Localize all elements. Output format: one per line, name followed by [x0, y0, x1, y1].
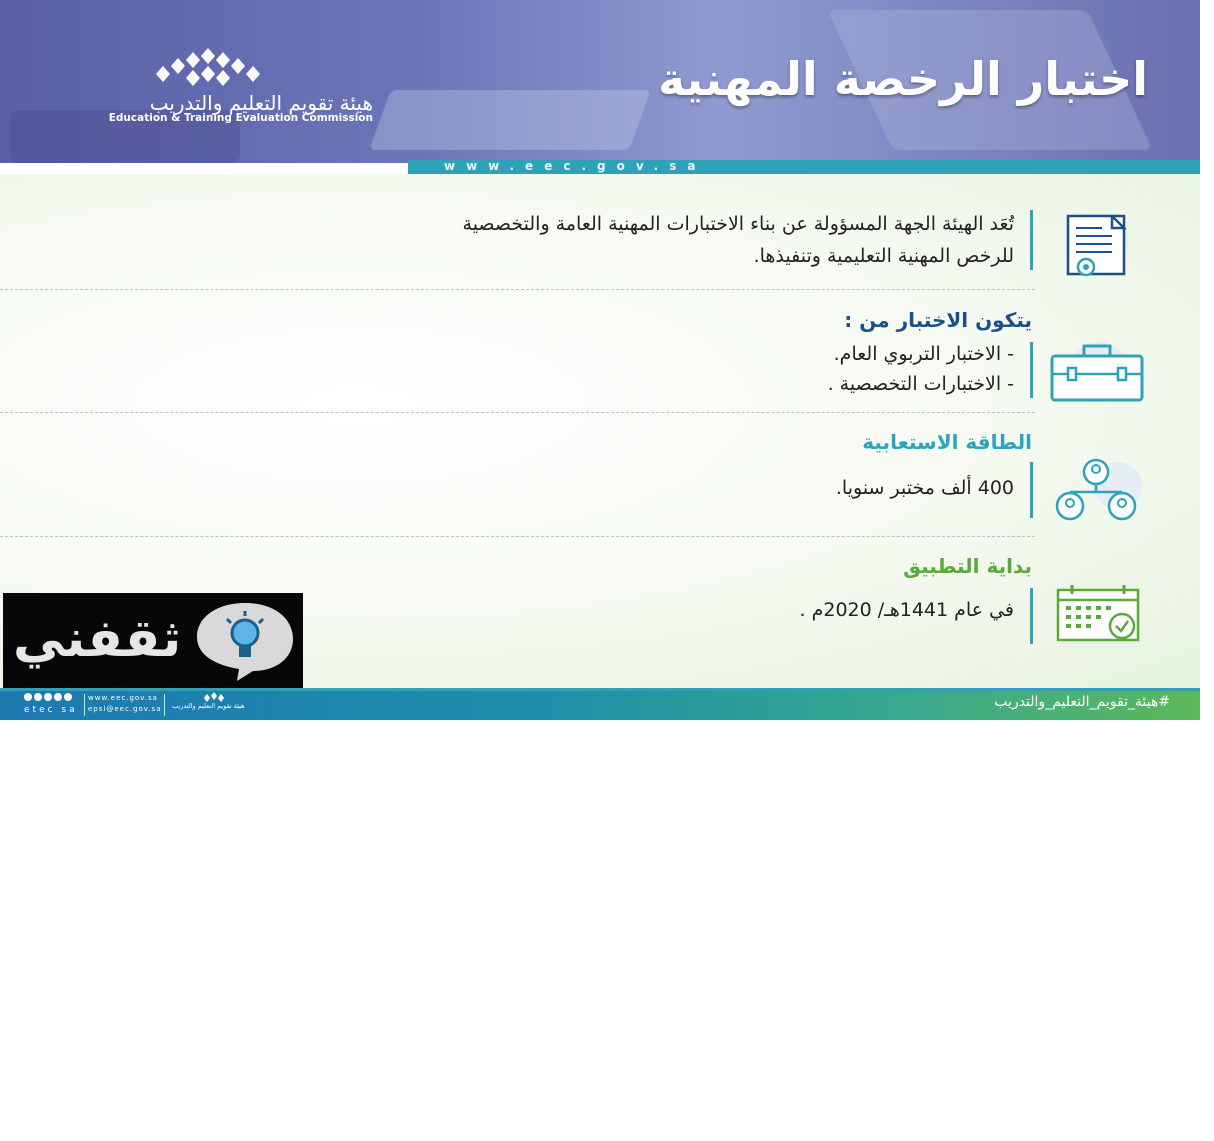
intro-line-1: تُعَد الهيئة الجهة المسؤولة عن بناء الاختبارات المهنية العامة والتخصصية — [462, 213, 1014, 235]
footer-email: epsl@eec.gov.sa — [88, 705, 162, 713]
facebook-icon — [34, 693, 42, 701]
briefcase-icon — [1048, 342, 1146, 404]
logo-arabic-name: هيئة تقويم التعليم والتدريب — [149, 91, 373, 115]
divider — [0, 536, 1035, 537]
composition-item-2: - الاختبارات التخصصية . — [827, 373, 1014, 395]
social-icons — [24, 693, 72, 701]
divider — [0, 289, 1035, 290]
intro-line-2: للرخص المهنية التعليمية وتنفيذها. — [753, 245, 1014, 267]
footer-contacts — [88, 693, 162, 715]
footer-logo-icon — [200, 692, 228, 702]
start-text: في عام 1441هـ/ 2020م . — [799, 599, 1014, 621]
lightbulb-icon — [193, 599, 297, 683]
start-heading: بداية التطبيق — [903, 554, 1032, 578]
youtube-icon — [54, 693, 62, 701]
people-network-icon — [1048, 458, 1146, 522]
url-bar — [408, 160, 1200, 174]
snapchat-icon — [64, 693, 72, 701]
calendar-check-icon — [1052, 584, 1144, 642]
intro-section — [0, 204, 1200, 274]
capacity-heading: الطاقة الاستعابية — [862, 430, 1032, 454]
twitter-icon — [24, 693, 32, 701]
composition-heading: يتكون الاختبار من : — [844, 308, 1032, 332]
watermark-text: ثقفني — [13, 609, 182, 669]
instagram-icon — [44, 693, 52, 701]
logo-mark-icon — [153, 46, 263, 90]
composition-section — [0, 304, 1200, 404]
website-url: www.eec.gov.sa — [444, 159, 707, 173]
composition-item-1: - الاختبار التربوي العام. — [833, 343, 1014, 365]
logo-english-name: Education & Training Evaluation Commission — [108, 112, 373, 124]
capacity-text: 400 ألف مختبر سنويا. — [835, 477, 1014, 499]
capacity-section — [0, 426, 1200, 526]
footer-bar — [0, 688, 1200, 720]
header-banner — [0, 0, 1200, 163]
commission-logo — [48, 46, 373, 126]
footer-website: www.eec.gov.sa — [88, 694, 158, 702]
social-handle: etec sa — [24, 705, 78, 715]
hashtag: #هيئة_تقويم_التعليم_والتدريب — [994, 694, 1170, 710]
footer-logo-text: هيئة تقويم التعليم والتدريب — [172, 702, 245, 710]
page-title: اختبار الرخصة المهنية — [658, 52, 1148, 106]
divider — [0, 412, 1035, 413]
document-gear-icon — [1050, 214, 1145, 276]
site-watermark — [3, 593, 303, 689]
